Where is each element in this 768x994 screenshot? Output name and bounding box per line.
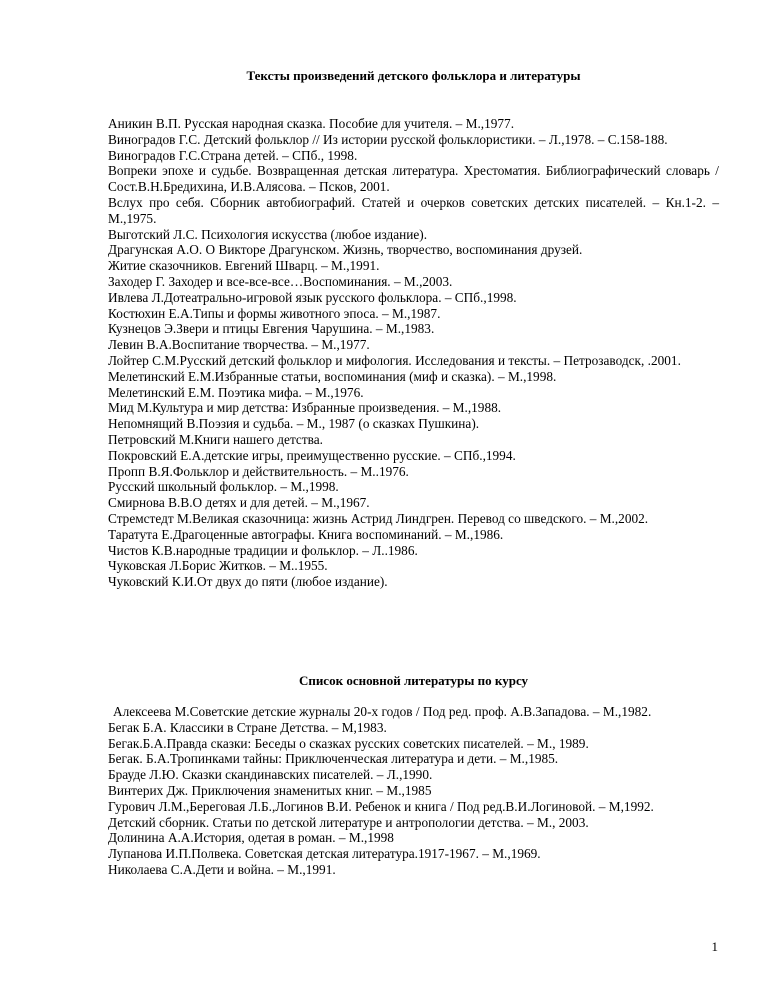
list-item: Долинина А.А.История, одетая в роман. – М.,1998	[108, 830, 394, 846]
list-item: Виноградов Г.С. Детский фольклор // Из истории русской фольклористики. – Л.,1978. – С.158-188.	[108, 131, 668, 147]
list-item: Вопреки эпохе и судьбе. Возвращенная детская литература. Хрестоматия. Библиографический словарь / Сост.В.Н.Бредихина, И.В.Алясова. – Псков, 2001.	[108, 163, 719, 195]
list-item: Драгунская А.О. О Викторе Драгунском. Жизнь, творчество, воспоминания друзей.	[108, 242, 583, 258]
list-item: Житие сказочников. Евгений Шварц. – М.,1991.	[108, 258, 380, 274]
bibliography-list-texts	[108, 116, 719, 590]
bibliography-list-main	[108, 704, 719, 878]
section-title-texts: Тексты произведений детского фольклора и литературы	[246, 68, 581, 83]
list-item: Виноградов Г.С.Страна детей. – СПб., 1998.	[108, 147, 358, 163]
list-item: Чуковский К.И.От двух до пяти (любое издание).	[108, 574, 388, 590]
list-item: Покровский Е.А.детские игры, преимущественно русские. – СПб.,1994.	[108, 447, 516, 463]
list-item: Алексеева М.Советские детские журналы 20-х годов / Под ред. проф. А.В.Западова. – М.,1982.	[113, 704, 652, 719]
list-item: Выготский Л.С. Психология искусства (любое издание).	[108, 226, 428, 242]
list-item: Костюхин Е.А.Типы и формы животного эпоса. – М.,1987.	[108, 305, 441, 321]
list-item: Непомнящий В.Поэзия и судьба. – М., 1987 (о сказках Пушкина).	[108, 416, 480, 432]
list-item: Русский школьный фольклор. – М.,1998.	[108, 479, 339, 495]
list-item: Заходер Г. Заходер и все-все-все…Воспоминания. – М.,2003.	[108, 273, 453, 289]
list-item: Чуковская Л.Борис Житков. – М..1955.	[108, 558, 328, 574]
list-item: Ивлева Л.Дотеатрально-игровой язык русского фольклора. – СПб.,1998.	[108, 289, 517, 305]
list-item: Детский сборник. Статьи по детской литературе и антропологии детства. – М., 2003.	[108, 814, 589, 830]
list-item: Таратута Е.Драгоценные автографы. Книга воспоминаний. – М.,1986.	[108, 526, 504, 542]
list-item: Бегак. Б.А.Тропинками тайны: Приключенческая литература и дети. – М.,1985.	[108, 751, 559, 767]
section-title-main-literature: Список основной литературы по курсу	[298, 673, 529, 688]
list-item: Чистов К.В.народные традиции и фольклор. – Л..1986.	[108, 542, 418, 558]
list-item: Винтерих Дж. Приключения знаменитых книг. – М.,1985	[108, 782, 432, 798]
list-item: Николаева С.А.Дети и война. – М.,1991.	[108, 861, 336, 877]
list-item: Кузнецов Э.Звери и птицы Евгения Чарушина. – М.,1983.	[108, 321, 435, 337]
list-item: Аникин В.П. Русская народная сказка. Пособие для учителя. – М.,1977.	[108, 116, 515, 131]
page-number: 1	[711, 939, 718, 954]
list-item: Стремстедт М.Великая сказочница: жизнь Астрид Линдгрен. Перевод со шведского. – М.,2002.	[108, 510, 649, 526]
list-item: Мид М.Культура и мир детства: Избранные произведения. – М.,1988.	[108, 400, 502, 416]
list-item: Левин В.А.Воспитание творчества. – М.,1977.	[108, 337, 370, 353]
list-item: Лойтер С.М.Русский детский фольклор и мифология. Исследования и тексты. – Петрозаводск, .2001.	[108, 352, 681, 368]
list-item: Пропп В.Я.Фольклор и действительность. – М..1976.	[108, 463, 409, 479]
list-item: Вслух про себя. Сборник автобиографий. Статей и очерков советских детских писателей. – Кн.1-2. –М.,1975.	[108, 194, 719, 226]
list-item: Лупанова И.П.Полвека. Советская детская литература.1917-1967. – М.,1969.	[108, 846, 541, 862]
list-item: Бегак.Б.А.Правда сказки: Беседы о сказках русских советских писателей. – М., 1989.	[108, 735, 589, 751]
list-item: Бегак Б.А. Классики в Стране Детства. – М,1983.	[108, 719, 387, 735]
list-item: Петровский М.Книги нашего детства.	[108, 431, 323, 447]
list-item: Смирнова В.В.О детях и для детей. – М.,1967.	[108, 495, 370, 511]
list-item: Мелетинский Е.М.Избранные статьи, воспоминания (миф и сказка). – М.,1998.	[108, 368, 557, 384]
list-item: Мелетинский Е.М. Поэтика мифа. – М.,1976.	[108, 384, 364, 400]
list-item: Брауде Л.Ю. Сказки скандинавских писателей. – Л.,1990.	[108, 767, 433, 783]
list-item: Гурович Л.М.,Береговая Л.Б.,Логинов В.И. Ребенок и книга / Под ред.В.И.Логиновой. – М,1992.	[108, 798, 654, 814]
